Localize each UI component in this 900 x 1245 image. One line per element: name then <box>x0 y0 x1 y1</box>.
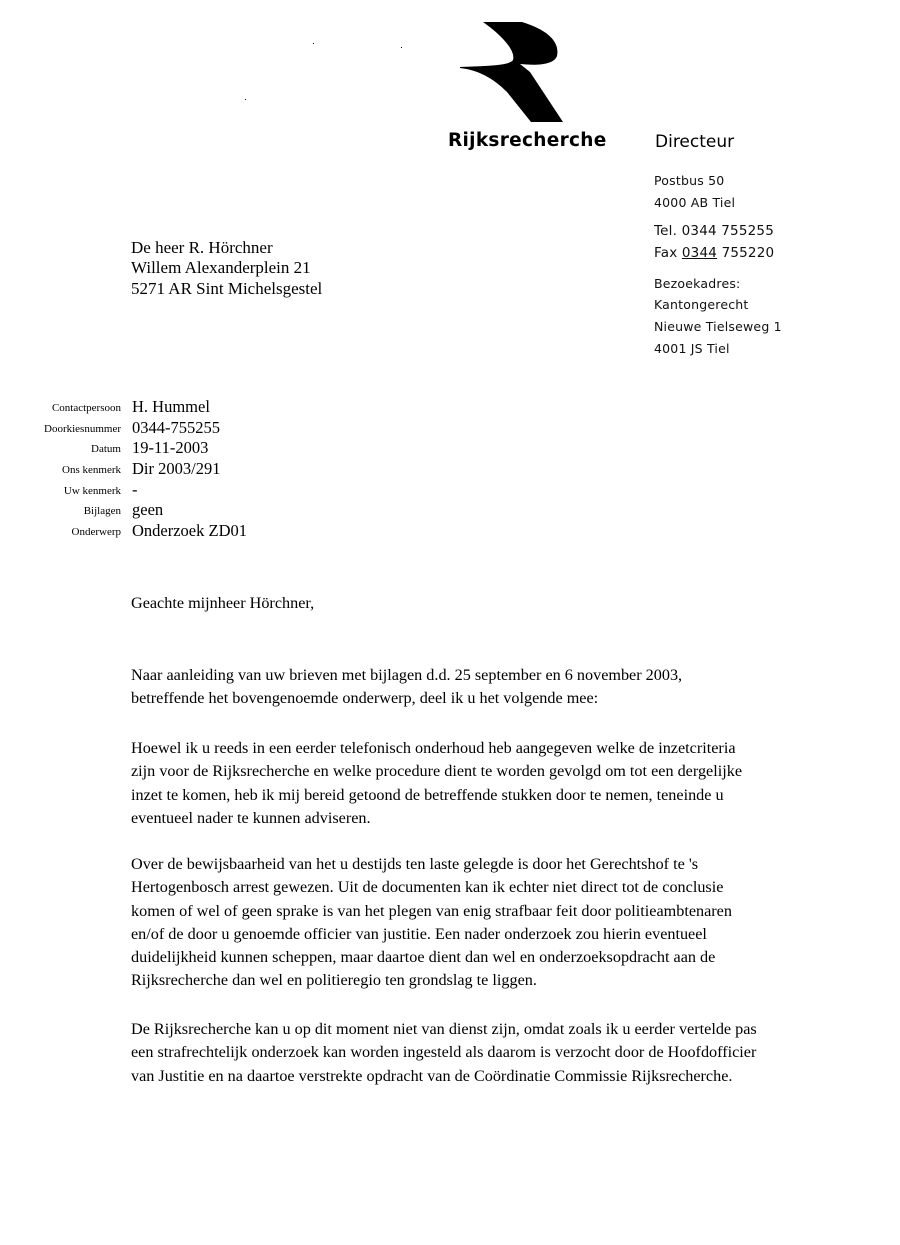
scan-speck <box>245 99 246 100</box>
ref-label-uw-kenmerk: Uw kenmerk <box>63 485 121 497</box>
fax-label: Fax <box>654 245 678 261</box>
ref-value-uw-kenmerk: - <box>132 480 138 499</box>
paragraph-line: Rijksrecherche dan wel en politieregio ten grondslag te liggen. <box>131 971 537 990</box>
fax-line <box>654 245 774 261</box>
recipient-street: Willem Alexanderplein 21 <box>131 258 311 277</box>
paragraph-line: De Rijksrecherche kan u op dit moment niet van dienst zijn, omdat zoals ik u eerder vertelde pas <box>131 1020 757 1038</box>
ref-value-bijlagen: geen <box>132 500 164 519</box>
phone-label: Tel. <box>654 223 678 239</box>
paragraph-line: Hertogenbosch arrest gewezen. Uit de documenten kan ik echter niet direct tot de conclusie <box>131 878 724 897</box>
fax-number: 755220 <box>721 245 775 261</box>
ref-label-bijlagen: Bijlagen <box>83 505 121 517</box>
visiting-address-line: Nieuwe Tielseweg 1 <box>654 319 782 334</box>
visiting-address-line: 4001 JS Tiel <box>654 341 730 356</box>
paragraph-line: duidelijkheid kunnen scheppen, maar daartoe dient dan wel en onderzoeksopdracht aan de <box>131 948 716 967</box>
phone-number: 0344 755255 <box>681 223 774 239</box>
rijksrecherche-r-logo-icon <box>455 18 570 124</box>
fax-area-code: 0344 <box>681 245 718 261</box>
postal-address-line: Postbus 50 <box>654 173 725 188</box>
paragraph-line: van Justitie en na daartoe verstrekte opdracht van de Coördinatie Commissie Rijksrecherche. <box>131 1066 733 1085</box>
phone-line <box>654 223 774 239</box>
paragraph-line: een strafrechtelijk onderzoek kan worden ingesteld als daarom is verzocht door de Hoofdofficier <box>131 1043 757 1062</box>
ref-value-doorkiesnummer: 0344-755255 <box>132 418 220 437</box>
ref-value-ons-kenmerk: Dir 2003/291 <box>132 459 221 478</box>
paragraph-line: Hoewel ik u reeds in een eerder telefonisch onderhoud heb aangegeven welke de inzetcriteria <box>131 739 736 757</box>
postal-address-line: 4000 AB Tiel <box>654 195 736 210</box>
body-paragraph-3 <box>131 853 811 993</box>
body-paragraph-1 <box>131 664 811 711</box>
scan-speck <box>313 43 314 44</box>
paragraph-line: Over de bewijsbaarheid van het u destijds ten laste gelegde is door het Gerechtshof te 's <box>131 855 699 873</box>
ref-value-datum: 19-11-2003 <box>132 438 209 457</box>
ref-label-datum: Datum <box>91 443 121 455</box>
ref-value-onderwerp: Onderzoek ZD01 <box>132 521 248 540</box>
ref-label-ons-kenmerk: Ons kenmerk <box>62 464 121 476</box>
paragraph-line: komen of wel of geen sprake is van het plegen van enig strafbaar feit door politieambtenaren <box>131 901 732 920</box>
recipient-name: De heer R. Hörchner <box>131 238 273 257</box>
body-paragraph-4 <box>131 1018 811 1088</box>
recipient-city: 5271 AR Sint Michelsgestel <box>131 279 323 298</box>
visiting-address-label: Bezoekadres: <box>654 276 741 291</box>
paragraph-line: eventueel nader te kunnen adviseren. <box>131 808 371 827</box>
visiting-address-line: Kantongerecht <box>654 297 749 312</box>
ref-label-contactpersoon: Contactpersoon <box>51 402 121 414</box>
organization-name: Rijksrecherche <box>448 130 607 151</box>
paragraph-line: en/of de door u genoemde officier van justitie. Een nader onderzoek zou hierin eventueel <box>131 924 707 943</box>
paragraph-line: betreffende het bovengenoemde onderwerp, deel ik u het volgende mee: <box>131 689 599 708</box>
ref-value-contactpersoon: H. Hummel <box>132 397 210 416</box>
paragraph-line: Naar aanleiding van uw brieven met bijlagen d.d. 25 september en 6 november 2003, <box>131 666 683 684</box>
ref-label-onderwerp: Onderwerp <box>71 526 121 538</box>
body-paragraph-2 <box>131 737 811 830</box>
paragraph-line: zijn voor de Rijksrecherche en welke procedure dient te worden gevolgd om tot een dergelijke <box>131 762 743 781</box>
department-name: Directeur <box>655 132 735 152</box>
scan-speck <box>401 47 402 48</box>
paragraph-line: inzet te komen, heb ik mij bereid getoond de betreffende stukken door te nemen, teneinde u <box>131 785 724 804</box>
salutation: Geachte mijnheer Hörchner, <box>131 594 315 612</box>
ref-label-doorkiesnummer: Doorkiesnummer <box>44 423 121 435</box>
